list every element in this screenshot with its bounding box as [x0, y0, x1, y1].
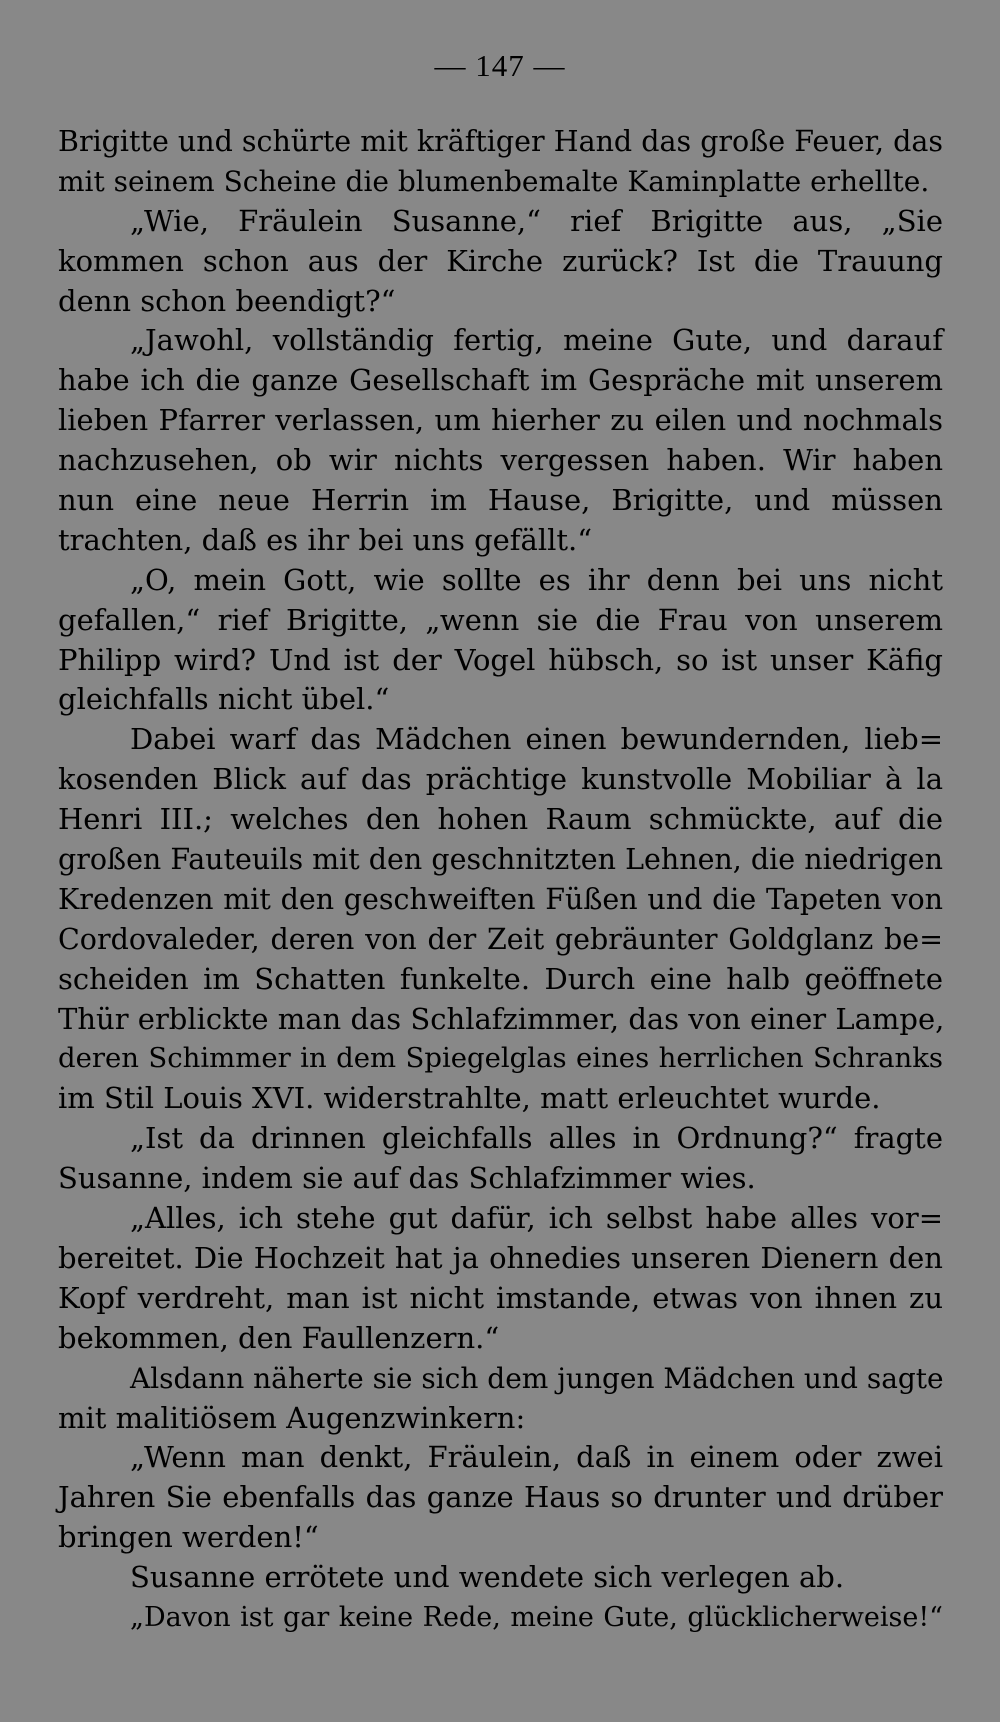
text-line: Alsdann näherte sie sich dem jungen Mädchen und sagte: [130, 1361, 944, 1395]
text-line: kommen schon aus der Kirche zurück? Ist die Trauung: [58, 243, 943, 278]
text-line: „Wie, Fräulein Susanne,“ rief Brigitte aus, „Sie: [130, 203, 943, 238]
text-line: Jahren Sie ebenfalls das ganze Haus so drunter und drüber: [58, 1480, 943, 1515]
text-line: Kopf verdreht, man ist nicht imstande, etwas von ihnen zu: [58, 1280, 943, 1315]
text-line: trachten, daß es ihr bei uns gefällt.“: [58, 522, 593, 557]
text-line: „O, mein Gott, wie sollte es ihr denn bei uns nicht: [130, 562, 943, 597]
text-line: scheiden im Schatten funkelte. Durch eine halb geöffnete: [58, 961, 943, 996]
text-line: kosenden Blick auf das prächtige kunstvolle Mobiliar à la: [58, 762, 943, 797]
text-line: lieben Pfarrer verlassen, um hierher zu eilen und nochmals: [58, 403, 943, 438]
text-line: „Alles, ich stehe gut dafür, ich selbst habe alles vor=: [130, 1201, 943, 1236]
text-line: gleichfalls nicht übel.“: [58, 682, 390, 717]
text-line: gefallen,“ rief Brigitte, „wenn sie die Frau von unserem: [58, 602, 943, 637]
text-line: habe ich die ganze Gesellschaft im Gespräche mit unserem: [58, 363, 943, 398]
text-line: „Wenn man denkt, Fräulein, daß in einem oder zwei: [130, 1440, 943, 1475]
text-line: mit seinem Scheine die blumenbemalte Kaminplatte erhellte.: [58, 164, 930, 198]
text-line: bringen werden!“: [58, 1520, 319, 1555]
text-line: „Ist da drinnen gleichfalls alles in Ordnung?“ fragte: [130, 1121, 943, 1156]
text-line: bereitet. Die Hochzeit hat ja ohnedies unseren Dienern den: [58, 1240, 943, 1275]
text-line: Thür erblickte man das Schlafzimmer, das von einer Lampe,: [58, 1001, 945, 1036]
text-line: deren Schimmer in dem Spiegelglas eines herrlichen Schranks: [58, 1042, 943, 1075]
text-line: im Stil Louis XVI. widerstrahlte, matt erleuchtet wurde.: [58, 1081, 881, 1116]
text-line: „Jawohl, vollständig fertig, meine Gute, und darauf: [130, 323, 943, 358]
text-line: nun eine neue Herrin im Hause, Brigitte, und müssen: [58, 483, 943, 518]
text-line: Philipp wird? Und ist der Vogel hübsch, so ist unser Käfig: [58, 642, 943, 677]
text-line: Cordovaleder, deren von der Zeit gebräunter Goldglanz be=: [58, 922, 943, 956]
text-line: Henri III.; welches den hohen Raum schmückte, auf die: [58, 802, 943, 837]
text-line: nachzusehen, ob wir nichts vergessen haben. Wir haben: [58, 443, 943, 478]
text-line: Dabei warf das Mädchen einen bewundernden, lieb=: [130, 722, 943, 757]
text-line: großen Fauteuils mit den geschnitzten Lehnen, die niedrigen: [58, 843, 943, 877]
text-line: bekommen, den Faullenzern.“: [58, 1320, 500, 1355]
text-line: „Davon ist gar keine Rede, meine Gute, glücklicherweise!“: [130, 1601, 943, 1633]
text-line: Susanne errötete und wendete sich verlegen ab.: [130, 1560, 845, 1595]
text-line: mit malitiösem Augenzwinkern:: [58, 1400, 526, 1435]
text-line: Brigitte und schürte mit kräftiger Hand das große Feuer, das: [58, 125, 943, 158]
text-line: Susanne, indem sie auf das Schlafzimmer wies.: [58, 1161, 756, 1196]
text-line: denn schon beendigt?“: [58, 283, 396, 318]
text-line: Kredenzen mit den geschweiften Füßen und die Tapeten von: [58, 882, 943, 916]
page-number: — 147 —: [434, 48, 566, 83]
body-text: [58, 122, 943, 1638]
